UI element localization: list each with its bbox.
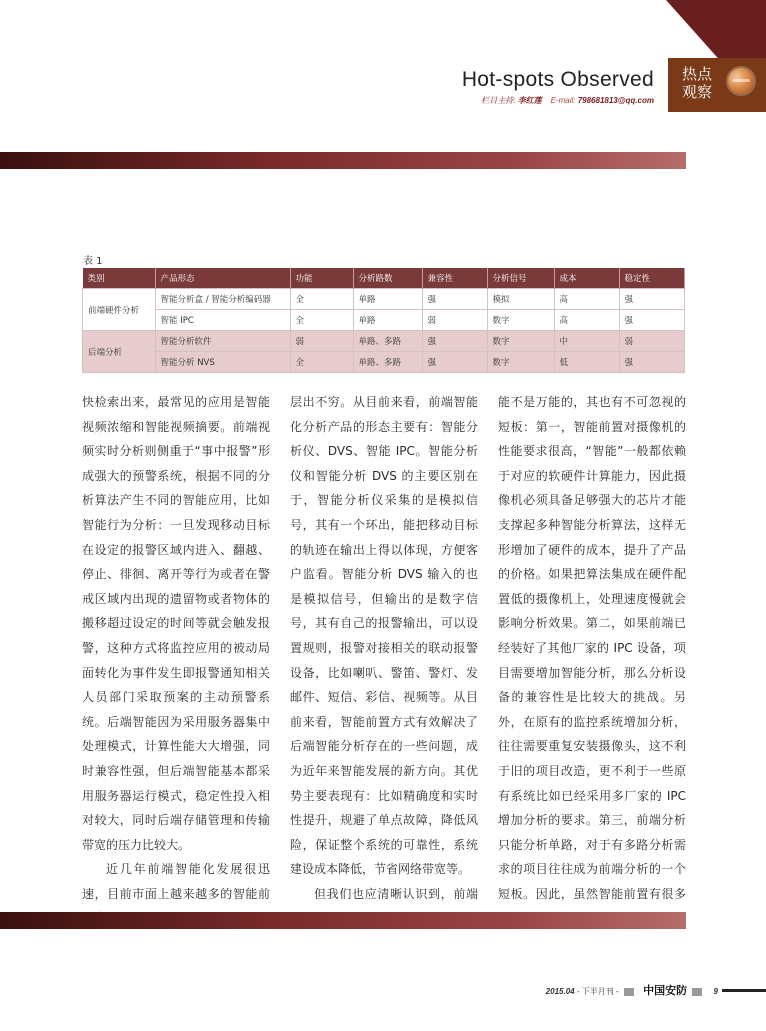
- table-cell: 中: [554, 331, 619, 352]
- table-row: [83, 310, 685, 331]
- table-cell: 强: [422, 289, 487, 310]
- globe-icon: [728, 68, 754, 94]
- table-header-cell: 稳定性: [619, 268, 685, 289]
- body-paragraph: 能不是万能的，其也有不可忽视的短板：第一，智能前置对摄像机的性能要求很高，“智能”一般都依赖于对应的软硬件计算能力，因此摄像机必须具备足够强大的芯片才能支撑起多种智能分析算法，这样无形增加了硬件的成本，提升了产品的价格。如果把算法集成在硬件配置低的摄像机上，处理速度慢就会影响分析效果。第二，如果前端已经装好了其他厂家的 IPC 设备，项目需要增加智能分析，那么分析设备的兼容性是比较大的挑战。另外，在原有的监控系统增加分析，往往需要重复安装摄像头，这不利于旧的项目改造，更不利于一些原有系统比如已经采用多厂家的 IPC 增加分析的要求。第三，前端分析只能分析单路，对于有多路分析需求的项目往往成为前端分析的一个短板。因此，虽然智能前置有很多: [498, 395, 686, 901]
- table-header-cell: 分析信号: [487, 268, 554, 289]
- table-header-cell: 产品形态: [155, 268, 290, 289]
- table-cell: 智能分析盒 / 智能分析编码器: [155, 289, 290, 310]
- table-cell: 智能 IPC: [155, 310, 290, 331]
- table-cell: 弱: [619, 331, 685, 352]
- table-row: [83, 352, 685, 373]
- table-cell: 数字: [487, 331, 554, 352]
- table-header-cell: 成本: [554, 268, 619, 289]
- table-cell: 单路、多路: [353, 352, 422, 373]
- table-cell: 单路: [353, 310, 422, 331]
- body-column-2: [290, 390, 478, 931]
- section-tag: [666, 58, 766, 112]
- table-row: [83, 289, 685, 310]
- body-paragraph: 近几年前端智能化发展很迅速，目前市面上越来越多的智能前: [82, 862, 270, 901]
- table-category-cell: 后端分析: [83, 331, 156, 373]
- table-cell: 数字: [487, 352, 554, 373]
- email-address: 798681813@qq.com: [577, 96, 654, 105]
- table-cell: 单路: [353, 289, 422, 310]
- footer-marker: [624, 988, 634, 996]
- footer-marker: [692, 988, 702, 996]
- body-paragraph: 快检索出来，最常见的应用是智能视频浓缩和智能视频摘要。前端视频实时分析则侧重于“事中报警”形成强大的预警系统，根据不同的分析算法产生不同的智能应用，比如智能行为分析：一旦发现移动目标在设定的报警区域内进入、翻越、停止、徘徊、离开等行为或者在警戒区域内出现的遗留物或者物体的搬移超过设定的时间等就会触发报警，这种方式将监控应用的被动局面转化为事件发生即报警通知相关人员部门采取预案的主动预警系统。后端智能因为采用服务器集中处理模式，计算性能大大增强，同时兼容性强，但后端智能基本都采用服务器运行模式，稳定性投入相对较大，同时后端存储管理和传输带宽的压力比较大。: [82, 395, 270, 852]
- table-cell: 全: [290, 352, 353, 373]
- magazine-name: 中国安防: [643, 985, 688, 997]
- table-cell: 全: [290, 310, 353, 331]
- issue-date: 2015.04: [545, 987, 575, 996]
- table-cell: 智能分析 NVS: [155, 352, 290, 373]
- section-tag-line1: 热点: [682, 65, 713, 83]
- table-cell: 高: [554, 289, 619, 310]
- table-cell: 模拟: [487, 289, 554, 310]
- table-category-cell: 前端硬件分析: [83, 289, 156, 331]
- column-host-name: 李红莲: [517, 96, 542, 105]
- column-title: Hot-spots Observed: [461, 68, 654, 91]
- table-cell: 弱: [290, 331, 353, 352]
- table-cell: 智能分析软件: [155, 331, 290, 352]
- table-cell: 高: [554, 310, 619, 331]
- issue-label: - 下半月刊 -: [576, 987, 619, 996]
- column-host-label: 栏目主持:: [481, 96, 516, 105]
- table-header-cell: 分析路数: [353, 268, 422, 289]
- table-cell: 全: [290, 289, 353, 310]
- body-paragraph: 但我们也应清晰认识到，前端: [314, 886, 478, 901]
- table-header-row: [83, 268, 685, 289]
- table-cell: 强: [619, 289, 685, 310]
- table-cell: 单路、多路: [353, 331, 422, 352]
- table-header-cell: 功能: [290, 268, 353, 289]
- table-cell: 强: [422, 331, 487, 352]
- bottom-decorative-band: [0, 912, 686, 929]
- table-cell: 低: [554, 352, 619, 373]
- table-caption: 表 1: [83, 256, 103, 267]
- body-paragraph: 层出不穷。从目前来看，前端智能化分析产品的形态主要有：智能分析仪、DVS、智能 IPC。智能分析仪和智能分析 DVS 的主要区别在于，智能分析仪采集的是模拟信号，其有一个环出，能把移动目标的轨迹在输出上得以体现，方便客户监看。智能分析 DVS 输入的也是模拟信号，但输出的是数字信号，其有自己的报警输出，可以设置规则，报警对接相关的联动报警设备，比如喇叭、警笛、警灯、发邮件、短信、彩信、视频等。从目前来看，智能前置方式有效解决了后端智能分析存在的一些问题，成为近年来智能发展的新方向。其优势主要表现有：比如精确度和实时性提升，规避了单点故障，降低风险，保证整个系统的可靠性，系统建设成本降低，节省网络带宽等。: [290, 395, 478, 877]
- top-decorative-band: [0, 152, 686, 169]
- body-column-3: [498, 390, 686, 931]
- table-header-cell: 类别: [83, 268, 156, 289]
- comparison-table: [82, 268, 685, 373]
- footer-rule: [722, 989, 766, 992]
- table-cell: 弱: [422, 310, 487, 331]
- table-header-cell: 兼容性: [422, 268, 487, 289]
- page-footer: [546, 982, 718, 998]
- table-cell: 数字: [487, 310, 554, 331]
- table-row: [83, 331, 685, 352]
- body-column-1: [82, 390, 270, 931]
- page-number: 9: [713, 987, 718, 996]
- table-cell: 强: [619, 352, 685, 373]
- table-cell: 强: [422, 352, 487, 373]
- section-tag-line2: 观察: [682, 83, 713, 101]
- table-cell: 强: [619, 310, 685, 331]
- email-label: E-mail:: [550, 96, 576, 105]
- column-host-line: [481, 95, 654, 106]
